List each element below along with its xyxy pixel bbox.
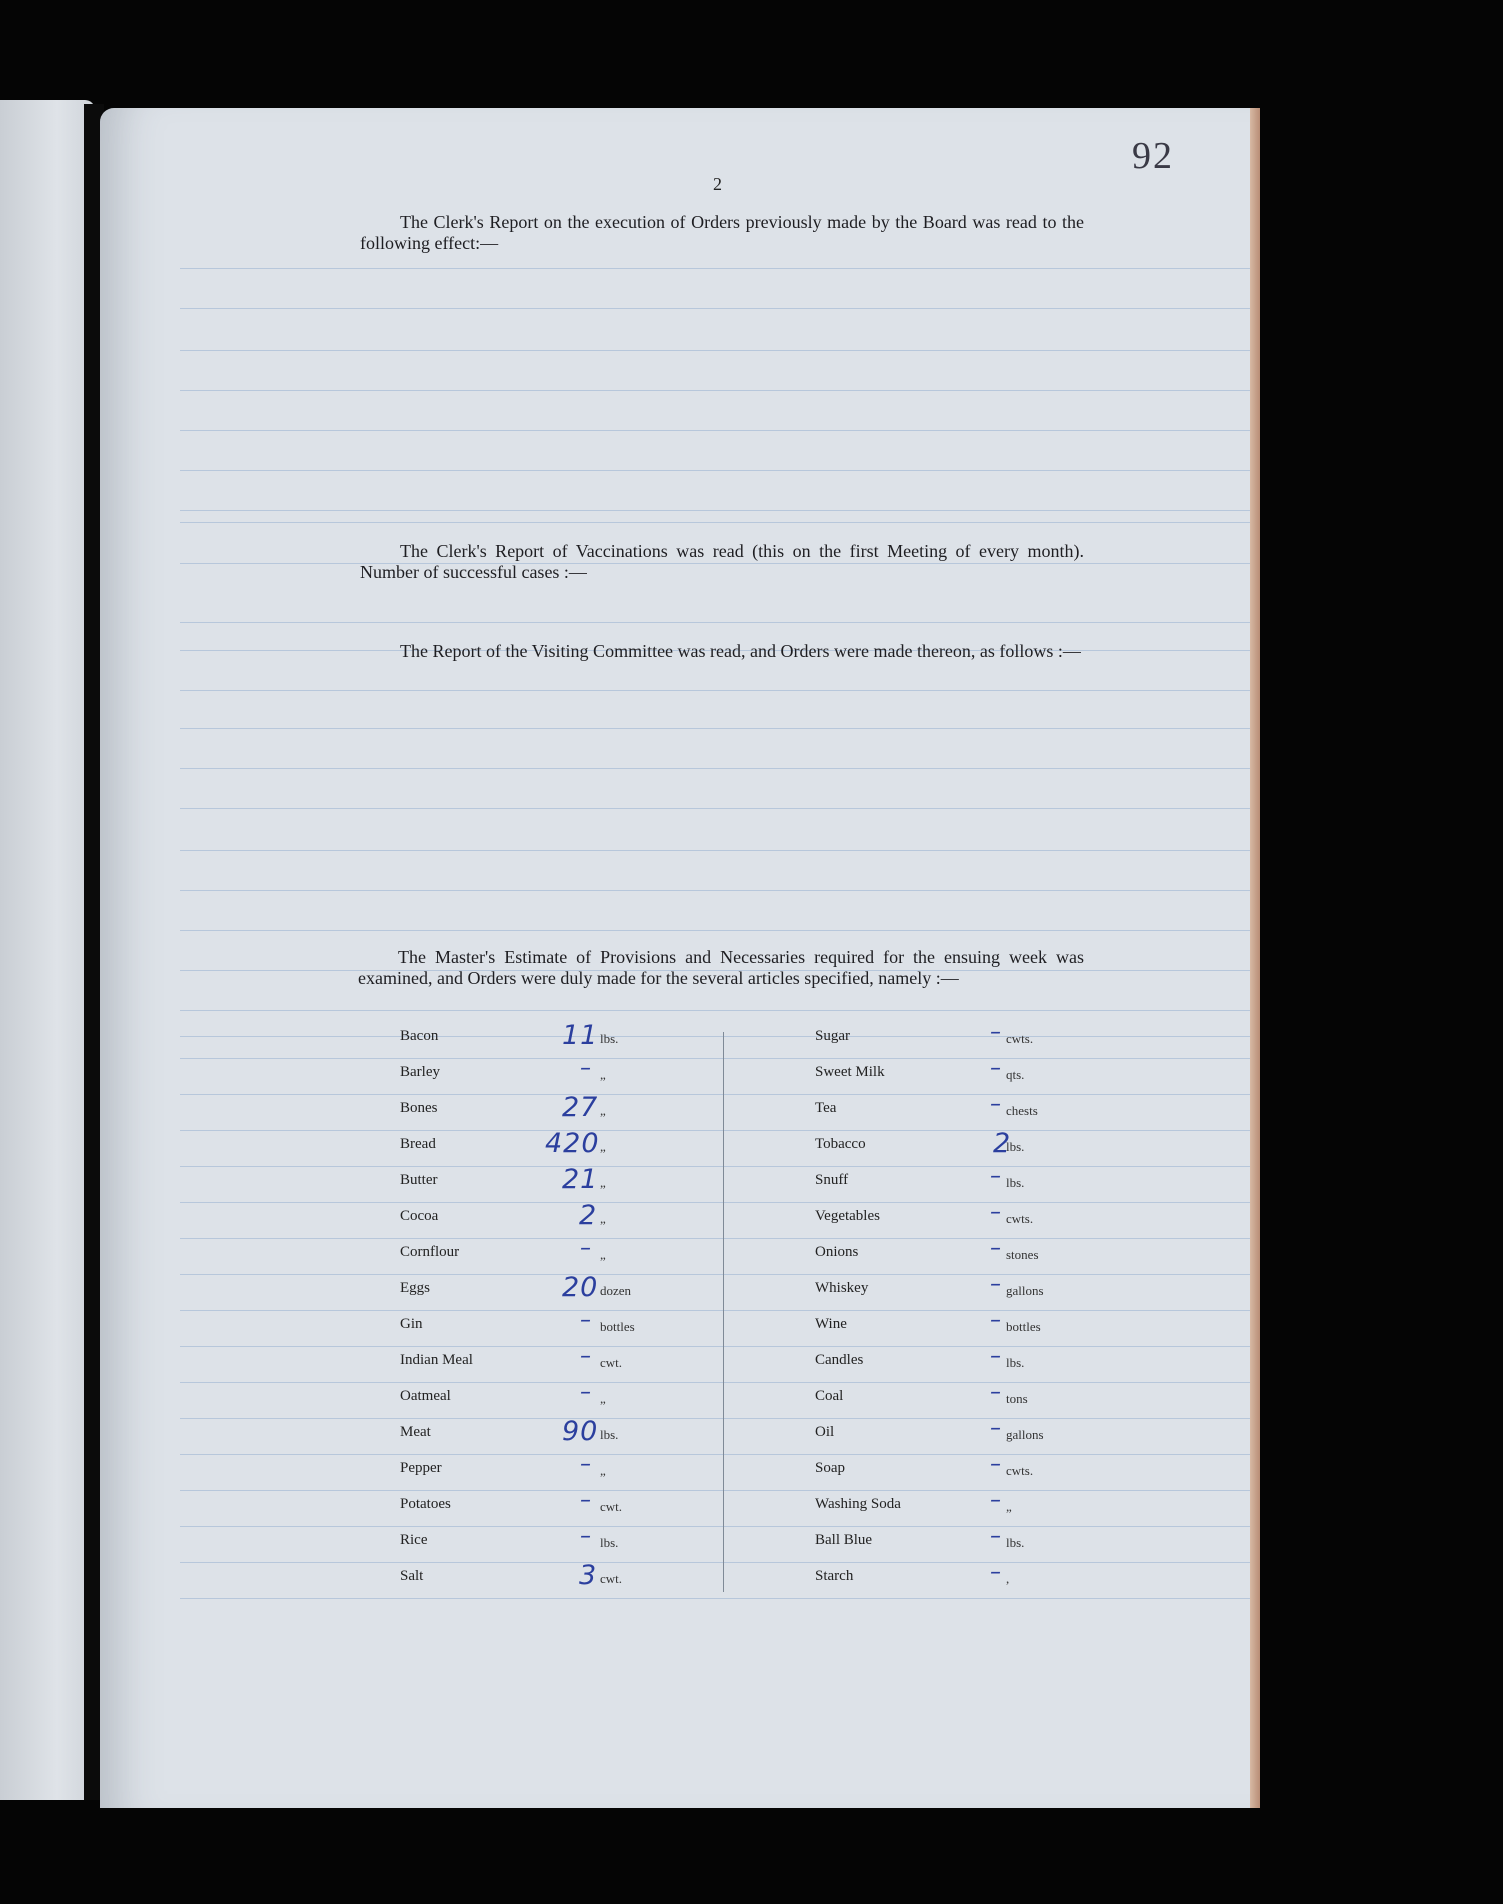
provision-item: Butter (400, 1172, 438, 1188)
ruled-line (180, 1346, 1250, 1347)
column-divider (723, 1032, 724, 1592)
ruled-line (180, 728, 1250, 729)
provision-quantity: – (990, 1524, 1002, 1549)
ruled-line (180, 1490, 1250, 1491)
provision-unit: cwts. (1006, 1463, 1034, 1478)
provision-quantity: 27 (562, 1092, 599, 1123)
provision-unit: tons (1006, 1391, 1028, 1406)
provision-unit: chests (1006, 1103, 1038, 1118)
provision-item: Pepper (400, 1460, 442, 1476)
provision-quantity: – (990, 1560, 1002, 1585)
ruled-line (180, 470, 1250, 471)
provision-unit: lbs. (600, 1535, 619, 1550)
provision-quantity: – (990, 1272, 1002, 1297)
ruled-line (180, 1010, 1250, 1011)
provision-unit: lbs. (1006, 1175, 1025, 1190)
provision-item: Vegetables (815, 1208, 880, 1224)
page-fore-edge (1250, 108, 1260, 1808)
provision-quantity: – (990, 1092, 1002, 1117)
masters-estimate-paragraph (358, 947, 1084, 989)
provision-quantity: – (990, 1020, 1002, 1045)
provision-quantity: – (990, 1236, 1002, 1261)
provision-unit: „ (600, 1391, 606, 1406)
ruled-line (180, 1166, 1250, 1167)
provision-quantity: – (990, 1200, 1002, 1225)
visiting-committee-paragraph (360, 641, 1084, 662)
provision-item: Bacon (400, 1028, 439, 1044)
ruled-line (180, 522, 1250, 523)
provision-unit: cwt. (600, 1499, 623, 1514)
provision-item: Onions (815, 1244, 859, 1260)
provision-quantity: – (990, 1452, 1002, 1477)
provision-unit: lbs. (600, 1031, 619, 1046)
provision-item: Tobacco (815, 1136, 866, 1152)
provision-item: Salt (400, 1568, 424, 1584)
provision-item: Candles (815, 1352, 864, 1368)
ruled-line (180, 808, 1250, 809)
left-page-edge (0, 100, 95, 1800)
ruled-line (180, 1036, 1250, 1037)
provision-item: Potatoes (400, 1496, 451, 1512)
provision-unit: lbs. (1006, 1355, 1025, 1370)
ruled-line (180, 1562, 1250, 1563)
provision-unit: „ (600, 1139, 606, 1154)
provision-quantity: – (990, 1488, 1002, 1513)
provision-unit: „ (1006, 1499, 1012, 1514)
provision-item: Meat (400, 1424, 431, 1440)
provision-item: Tea (815, 1100, 837, 1116)
provision-unit: „ (600, 1175, 606, 1190)
provision-item: Oatmeal (400, 1388, 451, 1404)
provision-item: Indian Meal (400, 1352, 473, 1368)
ruled-line (180, 1310, 1250, 1311)
orders-report-paragraph (360, 212, 1084, 254)
ruled-line (180, 1058, 1250, 1059)
ruled-line (180, 622, 1250, 623)
provision-item: Bones (400, 1100, 438, 1116)
provision-item: Oil (815, 1424, 835, 1440)
ruled-line (180, 510, 1250, 511)
provision-item: Ball Blue (815, 1532, 873, 1548)
provision-item: Snuff (815, 1172, 849, 1188)
provision-item: Whiskey (815, 1280, 869, 1296)
ruled-line (180, 930, 1250, 931)
provision-quantity: – (580, 1380, 592, 1405)
orders-report-text: The Clerk's Report on the execution of Orders previously made by the Board was read to the following effect:— (360, 212, 1084, 253)
provision-unit: lbs. (1006, 1139, 1025, 1154)
provision-item: Sugar (815, 1028, 850, 1044)
ruled-line (180, 430, 1250, 431)
provision-item: Starch (815, 1568, 854, 1584)
provision-unit: „ (600, 1463, 606, 1478)
provision-quantity: 3 (579, 1560, 598, 1591)
provision-unit: „ (600, 1103, 606, 1118)
provision-quantity: 20 (562, 1272, 599, 1303)
provision-unit: bottles (1006, 1319, 1041, 1334)
vaccinations-paragraph (360, 541, 1084, 583)
provision-unit: cwts. (1006, 1211, 1034, 1226)
provision-item: Eggs (400, 1280, 430, 1296)
provision-item: Rice (400, 1532, 428, 1548)
provision-unit: „ (600, 1211, 606, 1226)
ruled-line (180, 1526, 1250, 1527)
provision-quantity: 90 (562, 1416, 599, 1447)
provision-item: Cocoa (400, 1208, 439, 1224)
provision-unit: lbs. (600, 1427, 619, 1442)
page-number: 2 (713, 174, 722, 194)
provision-unit: cwts. (1006, 1031, 1034, 1046)
provision-unit: gallons (1006, 1427, 1044, 1442)
provision-unit: , (1006, 1571, 1010, 1586)
provision-item: Bread (400, 1136, 436, 1152)
folio-number: 92 (1132, 135, 1174, 177)
provision-item: Washing Soda (815, 1496, 901, 1512)
provision-quantity: – (580, 1524, 592, 1549)
ruled-line (180, 1274, 1250, 1275)
provision-unit: cwt. (600, 1571, 623, 1586)
provision-quantity: 11 (562, 1020, 599, 1051)
ruled-line (180, 1382, 1250, 1383)
provision-unit: qts. (1006, 1067, 1025, 1082)
provision-quantity: – (580, 1308, 592, 1333)
ruled-line (180, 690, 1250, 691)
provision-unit: gallons (1006, 1283, 1044, 1298)
ruled-line (180, 1238, 1250, 1239)
provision-item: Soap (815, 1460, 845, 1476)
ruled-line (180, 350, 1250, 351)
ruled-line (180, 1598, 1250, 1599)
ruled-line (180, 268, 1250, 269)
provision-item: Cornflour (400, 1244, 460, 1260)
ruled-line (180, 390, 1250, 391)
provision-unit: stones (1006, 1247, 1039, 1262)
provision-quantity: – (580, 1452, 592, 1477)
provision-quantity: 2 (993, 1128, 1012, 1159)
visiting-committee-text: The Report of the Visiting Committee was read, and Orders were made thereon, as follows :— (400, 641, 1081, 661)
provision-quantity: 2 (579, 1200, 598, 1231)
provision-unit: lbs. (1006, 1535, 1025, 1550)
provision-unit: cwt. (600, 1355, 623, 1370)
provision-item: Coal (815, 1388, 844, 1404)
provision-quantity: 420 (545, 1128, 600, 1159)
ruled-line (180, 1418, 1250, 1419)
ruled-line (180, 1202, 1250, 1203)
ruled-line (180, 1130, 1250, 1131)
provision-quantity: – (990, 1380, 1002, 1405)
ruled-line (180, 850, 1250, 851)
ruled-line (180, 1094, 1250, 1095)
provision-item: Wine (815, 1316, 847, 1332)
provision-quantity: – (990, 1056, 1002, 1081)
provision-quantity: – (990, 1344, 1002, 1369)
provision-unit: bottles (600, 1319, 635, 1334)
provision-quantity: – (580, 1236, 592, 1261)
masters-estimate-text: The Master's Estimate of Provisions and Necessaries required for the ensuing week was examined, and Orders were duly made for the several articles specified, namely :— (358, 947, 1084, 988)
provision-item: Barley (400, 1064, 440, 1080)
provision-quantity: – (580, 1344, 592, 1369)
ruled-line (180, 768, 1250, 769)
provision-quantity: – (990, 1416, 1002, 1441)
provision-unit: dozen (600, 1283, 632, 1298)
ruled-line (180, 1454, 1250, 1455)
provision-item: Sweet Milk (815, 1064, 885, 1080)
provision-quantity: – (990, 1164, 1002, 1189)
vaccinations-text: The Clerk's Report of Vaccinations was read (this on the first Meeting of every month). Number of successful cases :— (360, 541, 1084, 582)
ruled-line (180, 890, 1250, 891)
provision-quantity: 21 (562, 1164, 599, 1195)
provision-unit: „ (600, 1247, 606, 1262)
provision-unit: „ (600, 1067, 606, 1082)
provision-quantity: – (580, 1488, 592, 1513)
provision-quantity: – (580, 1056, 592, 1081)
ruled-line (180, 308, 1250, 309)
provision-quantity: – (990, 1308, 1002, 1333)
provision-item: Gin (400, 1316, 423, 1332)
